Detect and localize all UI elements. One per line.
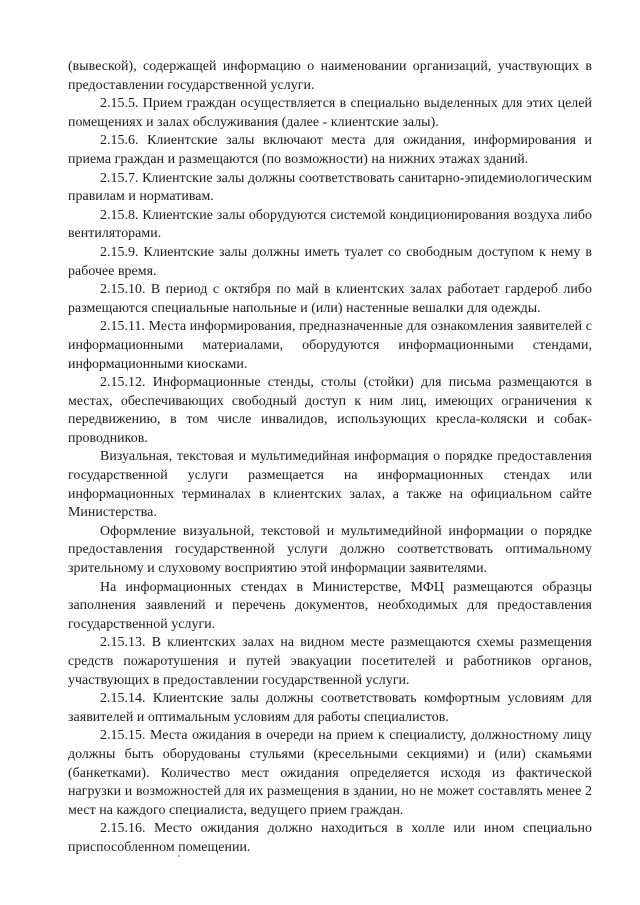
paragraph-2-15-16: 2.15.16. Место ожидания должно находиться в холле или ином специально приспособленном помещении. <box>68 821 592 855</box>
paragraph-continuation: (вывеской), содержащей информацию о наименовании организаций, участвующих в предоставлении государственной услуги. <box>68 59 592 93</box>
paragraph-2-15-5: 2.15.5. Прием граждан осуществляется в специально выделенных для этих целей помещениях и залах обслуживания (далее - клиентские залы). <box>68 96 592 130</box>
paragraph-2-15-15: 2.15.15. Места ожидания в очереди на прием к специалисту, должностному лицу должны быть оборудованы стульями (кресельными секциями) и (или) скамьями (банкетками). Количество мест ожидания определяется исходя из фактической нагрузки и возможностей для их размещения в здании, но не может составлять менее 2 мест на каждого специалиста, ведущего прием граждан. <box>68 728 592 818</box>
paragraph-info-design: Оформление визуальной, текстовой и мультимедийной информации о порядке предоставления государственной услуги должно соответствовать оптимальному зрительному и слуховому восприятию этой информации заявителями. <box>68 523 592 577</box>
paragraph-2-15-6: 2.15.6. Клиентские залы включают места для ожидания, информирования и приема граждан и размещаются (по возможности) на нижних этажах зданий. <box>68 133 592 167</box>
paragraph-2-15-8: 2.15.8. Клиентские залы оборудуются системой кондиционирования воздуха либо вентиляторами. <box>68 207 592 242</box>
paragraph-2-15-11: 2.15.11. Места информирования, предназначенные для ознакомления заявителей с информационными материалами, оборудуются информационными стендами, информационными киосками. <box>68 319 592 372</box>
paragraph-2-15-14: 2.15.14. Клиентские залы должны соответствовать комфортным условиям для заявителей и оптимальным условиям для работы специалистов. <box>68 691 592 725</box>
paragraph-2-15-12: 2.15.12. Информационные стенды, столы (стойки) для письма размещаются в местах, обеспечивающих свободный доступ к ним лиц, имеющих ограничения к передвижению, в том числе инвалидов, использующих кресла-коляски и собак-проводников. <box>68 375 592 446</box>
paragraph-stand-samples: На информационных стендах в Министерстве, МФЦ размещаются образцы заполнения заявлений и перечень документов, необходимых для предоставления государственной услуги. <box>68 579 592 632</box>
paragraph-2-15-10: 2.15.10. В период с октября по май в клиентских залах работает гардероб либо размещаются специальные напольные и (или) настенные вешалки для одежды. <box>68 282 592 316</box>
paragraph-visual-info: Визуальная, текстовая и мультимедийная информация о порядке предоставления государственной услуги размещается на информационных стендах или информационных терминалах в клиентских залах, а также на официальном сайте Министерства. <box>68 449 592 521</box>
paragraph-2-15-13: 2.15.13. В клиентских залах на видном месте размещаются схемы размещения средств пожаротушения и путей эвакуации посетителей и работников органов, участвующих в предоставлении государственной услуги. <box>68 635 592 688</box>
paragraph-2-15-7: 2.15.7. Клиентские залы должны соответствовать санитарно-эпидемиологическим правилам и нормативам. <box>68 170 592 205</box>
scan-speck <box>178 855 180 857</box>
paragraph-2-15-9: 2.15.9. Клиентские залы должны иметь туалет со свободным доступом к нему в рабочее время. <box>68 244 592 279</box>
